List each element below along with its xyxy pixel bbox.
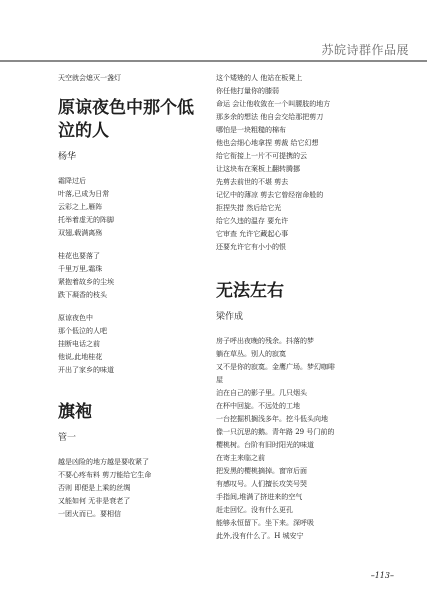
poem3-author: 梁作成	[216, 312, 244, 322]
poem-line: 那个低泣的人吧	[58, 327, 107, 335]
poem-line: 还要允许它有小小的恨	[216, 243, 286, 251]
poem-line: 挂断电话之前	[58, 340, 100, 348]
poem-line: 给它久违的温存 要允许	[216, 217, 289, 225]
poem-line: 又不是你的寂寞。金鹰广场。梦幻咖啡	[216, 363, 335, 371]
poem-line: 又能如何 无非是衰老了	[58, 497, 131, 505]
poem1-stanza	[58, 312, 232, 377]
poem-line: 否则 即便是上乘的丝绸	[58, 484, 131, 492]
poem-line: 能够永恒留下。坐下来。深呼吸	[216, 519, 314, 527]
poem3-body	[216, 335, 390, 543]
poem-line: 他说,此地桂花	[58, 353, 103, 361]
page-number: –113–	[370, 571, 394, 580]
poem-line: 这个矮矬的人 他站在板凳上	[216, 74, 303, 82]
poem-line: 不要心疼布料 剪刀能给它生命	[58, 471, 152, 479]
poem-line: 让这块布在案板上翻转腾挪	[216, 165, 300, 173]
poem-line: 原谅夜色中	[58, 314, 93, 322]
poem-line: 此外,没有什么了。H 城安宁	[216, 532, 304, 540]
left-column	[58, 72, 232, 521]
poem-line: 把发黑的樱桃摘掉。窗帘后面	[216, 467, 307, 475]
poem-line: 在寄主来临之前	[216, 454, 265, 462]
poem3-title: 无法左右	[216, 281, 284, 301]
poem-line: 它审查 允许它藏起心事	[216, 230, 289, 238]
poem1-stanza	[58, 175, 232, 240]
poem-line: 开出了家乡的味道	[58, 366, 114, 374]
poem-line: 那多余的想法 他自会交给那把剪刀	[216, 113, 324, 121]
poem1-title-line: 原谅夜色中那个低	[58, 98, 194, 118]
poem-line: 双翅,载满离殇	[58, 229, 103, 237]
poem1-title-line: 泣的人	[58, 121, 109, 141]
poem-line: 他也会细心地拿捏 剪裁 给它幻想	[216, 139, 319, 147]
poem-line: 拒捏失措 然后给它光	[216, 204, 282, 212]
poem-line: 记忆中的薄凉 剪去它曾经宿命般的	[216, 191, 324, 199]
poem-line: 托举着虚无的阵脚	[58, 216, 114, 224]
poem-line: 泊在自己的影子里。几只烟头	[216, 389, 307, 397]
poem1-title	[58, 97, 232, 143]
poem-line: 你任他打量你的膝弱	[216, 87, 279, 95]
poem-line: 桂花也要落了	[58, 252, 100, 260]
poem-line: 在杯中回旋。不远处的工地	[216, 402, 300, 410]
poem-line: 给它衔接上一片不可提携的云	[216, 152, 307, 160]
header-rule	[0, 60, 427, 62]
poem-line: 手指间,堆满了挤进来的空气	[216, 493, 303, 501]
poem-line: 一台挖掘机搁浅多年。挖斗低头向地	[216, 415, 328, 423]
poem-line: 房子呼出夜晚的残余。抖落的梦	[216, 337, 314, 345]
poem-line: 跌下凝香的枝头	[58, 291, 107, 299]
poem-line: 先剪去前世的不堪 剪去	[216, 178, 289, 186]
poem2-body	[58, 456, 232, 521]
poem-line: 千里万里,霜珠	[58, 265, 103, 273]
poem-line: 越是凶险的地方越是要收紧了	[58, 458, 149, 466]
poem2-continued	[216, 72, 390, 254]
poem-line: 樱桃树。台阶有旧时阳光的味道	[216, 441, 314, 449]
poem1-author: 杨华	[58, 152, 77, 162]
poem2-author: 管一	[58, 433, 77, 443]
poem-line: 屋	[216, 376, 223, 384]
poem-line: 紧抱着故乡的尘埃	[58, 278, 114, 286]
right-column	[216, 72, 390, 543]
intro-line: 天空就会熄灭一盏灯	[58, 74, 121, 82]
poem2-title: 旗袍	[58, 402, 92, 422]
poem-line: 哪怕是一块粗糙的棉布	[216, 126, 286, 134]
poem-line: 云彩之上,雁阵	[58, 203, 103, 211]
poem-line: 躺在草丛。别人的寂寞	[216, 350, 286, 358]
poem1-stanza	[58, 250, 232, 302]
poem-line: 一团火而已。要相信	[58, 510, 121, 518]
poem-line: 命运 会让他收敛在一个叫腰肢的地方	[216, 100, 331, 108]
poem-line: 有感叹号。人们擅长攻笑号哭	[216, 480, 307, 488]
poem-line: 霜降过后	[58, 177, 86, 185]
header-title: 苏皖诗群作品展	[321, 43, 409, 57]
poem-line: 叶落,已成为日常	[58, 190, 110, 198]
poem-line: 赶走回忆。没有什么更孔	[216, 506, 293, 514]
poem-line: 像一只沉思的鹅。青年路 29 号门前的	[216, 428, 335, 436]
